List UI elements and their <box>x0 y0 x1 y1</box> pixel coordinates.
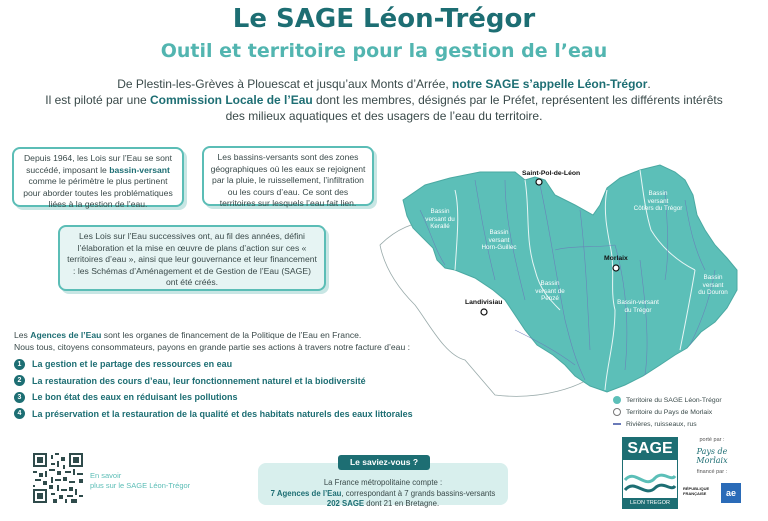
legend-pays-swatch <box>613 408 621 416</box>
agences-c: sont les organes de financement de la Politique de l’Eau en France. <box>101 330 362 340</box>
intro-line1-c: . <box>647 77 651 91</box>
porte-par-label: porté par : <box>699 437 725 443</box>
qr-code-icon[interactable] <box>33 453 83 503</box>
basin-penze-1: Bassin <box>540 280 560 287</box>
action-label: La restauration des cours d’eau, leur fonctionnement naturel et la biodiversité <box>32 375 366 386</box>
en-savoir-plus-link[interactable] <box>90 471 190 491</box>
saviez-line1: La France métropolitaine compte : <box>323 478 443 487</box>
number-badge: 4 <box>14 408 25 419</box>
legend-sage-label: Territoire du SAGE Léon-Trégor <box>626 396 722 404</box>
basin-horn-2: versant <box>488 236 510 244</box>
number-badge: 3 <box>14 392 25 403</box>
action-label: La préservation et la restauration de la qualité et des habitats naturels des eaux littorales <box>32 408 413 419</box>
basin-keralle-1: Bassin <box>430 208 450 215</box>
wave-icon <box>623 460 677 498</box>
city-label-landivisiau: Landivisiau <box>465 299 503 306</box>
city-label-saint-pol: Saint-Pol-de-Léon <box>522 170 581 177</box>
en-savoir-line2: plus sur le SAGE Léon-Trégor <box>90 481 191 490</box>
intro-line2-c: dont les membres, désignés par le Préfet, représentent les différents intérêts des milieux aquatiques et des usagers de l’eau du territoire. <box>225 93 723 123</box>
saviez-line2-bold: 7 Agences de l’Eau <box>270 488 342 498</box>
basin-penze-3: Penzé <box>541 295 559 302</box>
basin-douron-1: Bassin <box>703 274 723 281</box>
box3-text: Les Lois sur l’Eau successives ont, au fil des années, défini l’élaboration et la mise en œuvre de plans d’action sur ces « territoires d’eau », ainsi que leur gouvernance et leur financement : les Schémas d’Aménagement et de Gestion de l’Eau (SAGE) ont été créés. <box>67 231 317 287</box>
basin-label-cotiers <box>623 190 693 213</box>
basin-horn-1: Bassin <box>489 229 509 236</box>
pays-morlaix-logo: Pays de Morlaix <box>696 447 728 465</box>
saint-pol-dot <box>536 179 542 185</box>
map-legend <box>613 394 722 430</box>
box1-text-c: comme le périmètre le plus pertinent pour aborder toutes les problématiques liées à la gestion de l’eau. <box>23 176 173 209</box>
agences-line2: Nous tous, citoyens consommateurs, payons en grande partie ses actions à travers notre facture d’eau : <box>14 342 411 352</box>
box1-text-a: Depuis 1964, les Lois sur l’Eau se sont succédé, imposant le <box>23 153 173 175</box>
sage-logo-title: SAGE <box>623 438 677 460</box>
en-savoir-line1: En savoir <box>90 471 122 480</box>
intro-line2-a: Il est piloté par une <box>45 93 150 107</box>
republique-francaise-logo: RÉPUBLIQUE FRANÇAISE <box>683 486 710 496</box>
legend-rivers-label: Rivières, ruisseaux, rus <box>626 420 697 428</box>
legend-row-sage <box>613 394 722 406</box>
legend-pays-label: Territoire du Pays de Morlaix <box>626 408 713 416</box>
territory-map <box>375 150 760 412</box>
legend-row-pays <box>613 406 722 418</box>
info-box-bassins <box>202 146 374 206</box>
basin-cotiers-2: versant <box>647 197 669 205</box>
saviez-line2-c: , correspondant à 7 grands bassins-versants <box>341 488 496 498</box>
intro-text <box>40 76 728 124</box>
page-title: Le SAGE Léon-Trégor <box>232 4 536 34</box>
basin-label-tregor <box>608 299 668 314</box>
box1-bold: bassin-versant <box>109 164 170 175</box>
saviez-line3-c: dont 21 en Bretagne. <box>364 499 440 508</box>
legend-sage-swatch <box>613 396 621 404</box>
basin-douron-3: du Douron <box>698 289 728 296</box>
basin-horn-3: Horn-Guillec <box>481 244 517 251</box>
legend-rivers-swatch <box>613 423 621 425</box>
basin-keralle-3: Kerallé <box>430 223 450 230</box>
basin-tregor-1: Bassin-versant <box>617 299 659 306</box>
intro-line1-bold: notre SAGE s’appelle Léon-Trégor <box>452 77 648 91</box>
basin-douron-2: versant <box>702 281 724 289</box>
basin-label-penze <box>527 280 573 303</box>
basin-label-horn-guillec <box>473 229 525 252</box>
info-box-lois <box>12 147 184 207</box>
number-badge: 1 <box>14 359 25 370</box>
box2-text: Les bassins-versants sont des zones géographiques où les eaux se rejoignent par la pluie, le ruissellement, l’infiltration ou les cours d’eau. Ce sont des territoires sur lesquels l’eau fait lien. <box>210 152 366 208</box>
basin-cotiers-1: Bassin <box>648 190 668 197</box>
agences-a: Les <box>14 330 31 340</box>
info-box-sage <box>58 225 326 291</box>
agence-eau-logo: ae <box>721 483 741 503</box>
basin-tregor-2: du Trégor <box>624 306 652 314</box>
saviez-line3-bold: 202 SAGE <box>326 499 365 508</box>
number-badge: 2 <box>14 375 25 386</box>
sage-logo-subtitle: LEON TREGOR <box>623 498 677 508</box>
agences-bold: Agences de l’Eau <box>30 330 102 340</box>
intro-line1-a: De Plestin-les-Grèves à Plouescat et jusqu’aux Monts d’Arrée, <box>117 77 453 91</box>
basin-label-douron <box>693 274 733 297</box>
city-label-morlaix: Morlaix <box>604 255 628 262</box>
basin-penze-2: versant de <box>535 287 565 295</box>
partners <box>683 437 741 509</box>
finance-par-label: financé par : <box>696 469 728 475</box>
basin-cotiers-3: Côtiers du Trégor <box>633 205 683 212</box>
landivisiau-dot <box>481 309 487 315</box>
legend-row-rivers <box>613 418 722 430</box>
saviez-vous-heading: Le saviez-vous ? <box>338 455 430 470</box>
action-label: La gestion et le partage des ressources en eau <box>32 359 233 370</box>
page-subtitle: Outil et territoire pour la gestion de l’eau <box>160 40 608 62</box>
basin-keralle-2: versant du <box>425 215 455 223</box>
intro-line2-bold: Commission Locale de l’Eau <box>150 93 313 107</box>
basin-label-keralle <box>420 208 460 231</box>
action-label: Le bon état des eaux en réduisant les pollutions <box>32 392 238 403</box>
sage-logo <box>622 437 678 509</box>
morlaix-dot <box>613 265 619 271</box>
